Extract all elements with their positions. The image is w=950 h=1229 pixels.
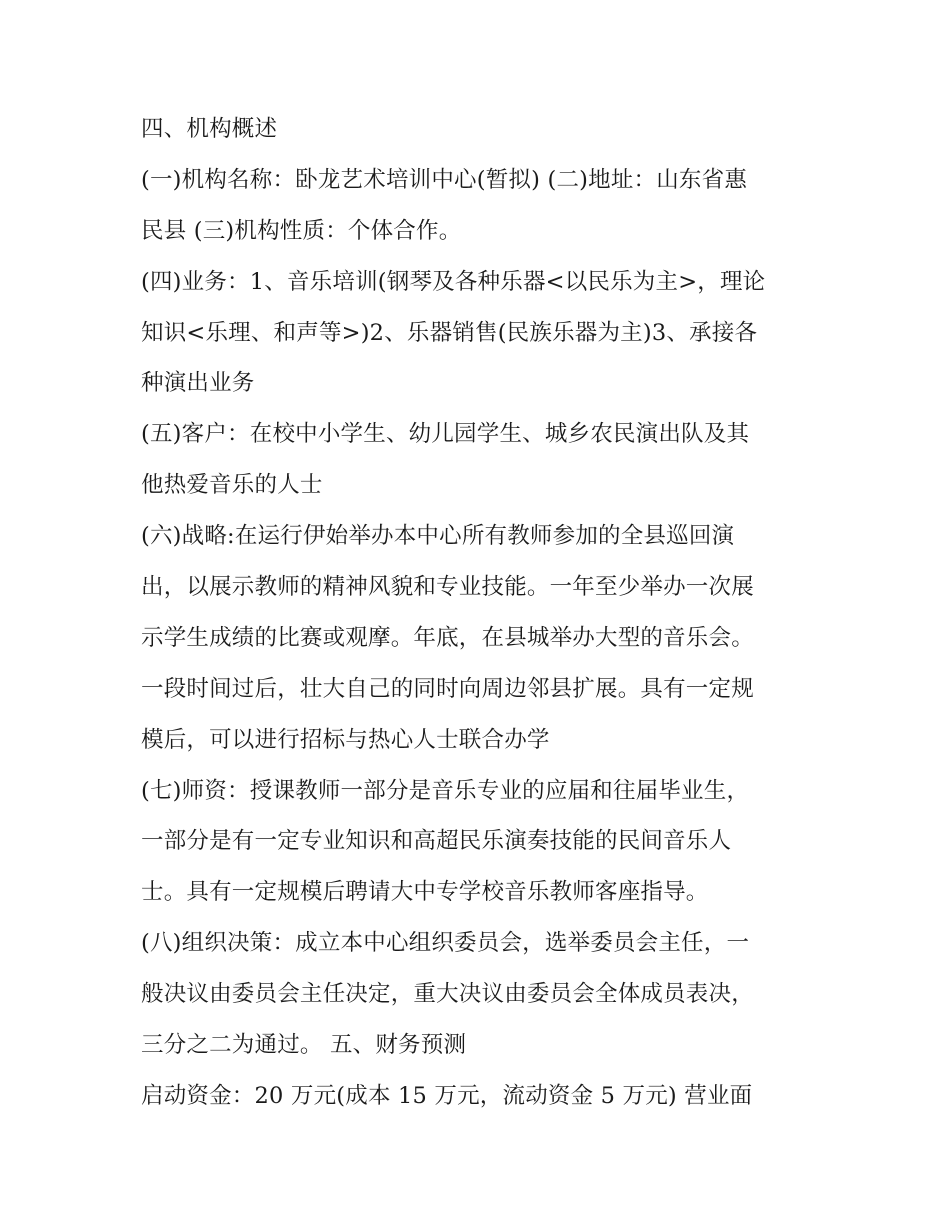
paragraph-line: 士。具有一定规模后聘请大中专学校音乐教师客座指导。 — [141, 879, 709, 906]
paragraph-line: (六)战略:在运行伊始举办本中心所有教师参加的全县巡回演 — [141, 523, 735, 550]
paragraph-line: (八)组织决策：成立本中心组织委员会，选举委员会主任，一 — [141, 930, 750, 957]
paragraph-line: 出，以展示教师的精神风貌和专业技能。一年至少举办一次展 — [141, 574, 754, 601]
paragraph-line: (四)业务：1、音乐培训(钢琴及各种乐器<以民乐为主>，理论 — [141, 268, 766, 295]
paragraph-line: 般决议由委员会主任决定，重大决议由委员会全体成员表决， — [141, 981, 754, 1008]
paragraph-line: 启动资金：20 万元(成本 15 万元，流动资金 5 万元) 营业面 — [141, 1082, 753, 1109]
paragraph-line: (五)客户：在校中小学生、幼儿园学生、城乡农民演出队及其 — [141, 421, 750, 448]
paragraph-line: 知识<乐理、和声等>)2、乐器销售(民族乐器为主)3、承接各 — [141, 319, 758, 346]
paragraph-line: 种演出业务 — [141, 370, 255, 397]
paragraph-line: 一部分是有一定专业知识和高超民乐演奏技能的民间音乐人 — [141, 828, 732, 855]
paragraph-line: 一段时间过后，壮大自己的同时向周边邻县扩展。具有一定规 — [141, 675, 754, 702]
paragraph-line: 示学生成绩的比赛或观摩。年底，在县城举办大型的音乐会。 — [141, 624, 754, 651]
paragraph-line: (一)机构名称：卧龙艺术培训中心(暂拟) (二)地址：山东省惠 — [141, 166, 748, 193]
section-heading: 四、机构概述 — [141, 116, 278, 142]
paragraph-line: 模后，可以进行招标与热心人士联合办学 — [141, 726, 550, 753]
paragraph-line: (七)师资：授课教师一部分是音乐专业的应届和往届毕业生， — [141, 777, 750, 804]
document-body — [141, 104, 813, 1122]
paragraph-line: 三分之二为通过。 五、财务预测 — [141, 1032, 467, 1059]
paragraph-line: 民县 (三)机构性质：个体合作。 — [141, 217, 462, 244]
paragraph-line: 他热爱音乐的人士 — [141, 472, 323, 499]
